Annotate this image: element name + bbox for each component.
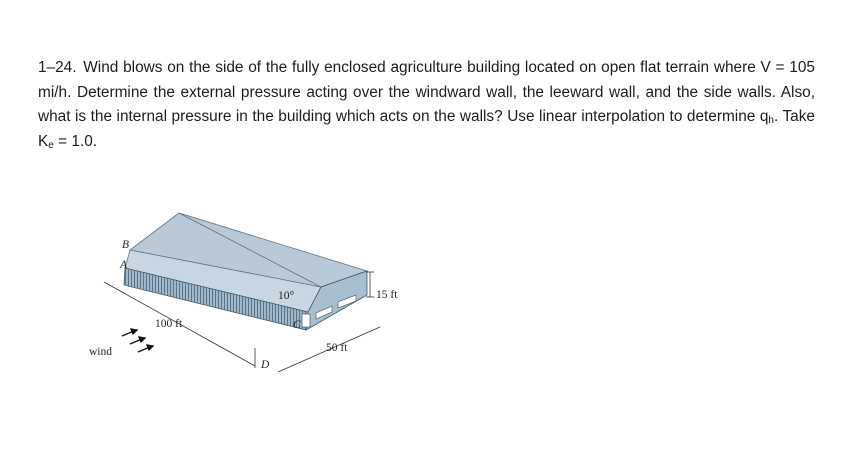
label-b: B — [122, 239, 130, 251]
problem-statement — [38, 56, 815, 155]
problem-text-part-2: . Take K — [38, 108, 815, 151]
label-d: D — [261, 359, 270, 371]
q-subscript: h — [768, 115, 774, 127]
roof-angle-label: 10° — [278, 290, 295, 302]
problem-text-part-3: = 1.0. — [53, 133, 98, 151]
height-label: 15 ft — [376, 289, 398, 301]
end-wall-door — [302, 314, 310, 327]
wind-arrows — [122, 329, 153, 352]
label-a: A — [120, 259, 128, 271]
width-label: 50 ft — [326, 342, 348, 354]
length-label: 100 ft — [155, 318, 183, 330]
building-figure — [80, 200, 420, 380]
wind-label: wind — [89, 346, 112, 358]
label-c: C — [293, 319, 301, 331]
k-subscript: e — [48, 140, 54, 152]
problem-text-part-1: Wind blows on the side of the fully enclosed agriculture building located on open flat terrain where V = 105 mi/h. Determine the external pressure acting over the windward wall, the leeward wall, and the side walls. Also, what is the internal pressure in the building which acts on the walls? Use linear interpolation to determine q — [38, 59, 815, 126]
problem-number: 1–24. — [38, 59, 77, 76]
